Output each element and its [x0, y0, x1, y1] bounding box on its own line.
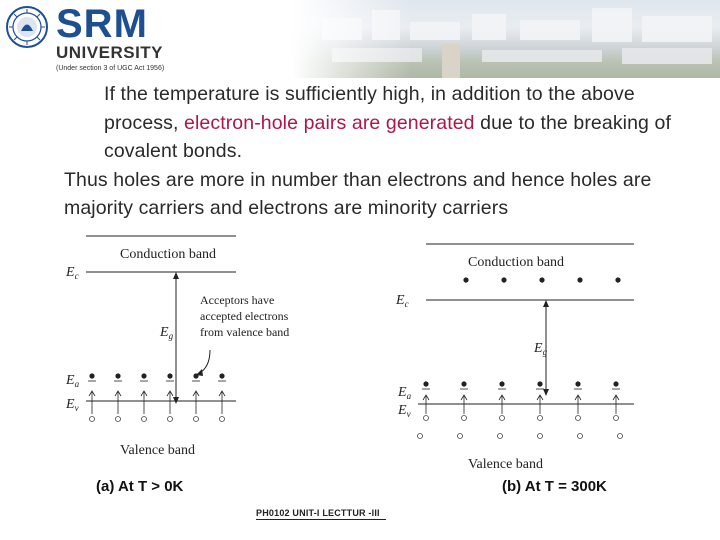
diagram-a-annotation-1: Acceptors have	[200, 293, 275, 307]
logo-srm-text: SRM	[56, 2, 148, 46]
diagram-a-ec-label: $E_c$	[66, 265, 79, 281]
diagram-b-acceptor-dots	[423, 381, 618, 386]
diagram-b-electron-dots	[463, 277, 620, 282]
diagram-a-transition-arrows	[89, 391, 225, 414]
logo-university-text: UNIVERSITY	[56, 43, 164, 62]
diagram-a-valence-band-label: Valence band	[120, 443, 196, 458]
diagram-a-conduction-band-label: Conduction band	[120, 247, 217, 262]
footer-label: PH0102 UNIT-I LECTTUR -III	[256, 508, 380, 518]
diagram-b-valence-band-label: Valence band	[468, 457, 544, 472]
header-banner	[0, 0, 720, 80]
highlight-electron-hole-pairs: electron-hole pairs	[184, 111, 347, 134]
paragraph-1-text: If the temperature is sufficiently high, in addition to the above process,	[104, 83, 635, 134]
diagram-a-ea-label: $E_a$	[66, 373, 80, 389]
diagram-b-ev-label: $E_v$	[398, 403, 411, 419]
paragraph-1-end: due to the breaking of covalent bonds.	[104, 111, 671, 162]
diagram-a-annotation-2: accepted electrons	[200, 309, 289, 323]
srm-seal-icon	[6, 6, 48, 48]
campus-photo	[292, 0, 720, 78]
diagram-a-acceptor-dots	[89, 373, 224, 378]
diagram-a-caption: (a) At T > 0K	[96, 478, 184, 495]
diagram-b-caption: (b) At T = 300K	[502, 478, 607, 495]
paragraph-1	[32, 80, 712, 166]
diagram-a-annotation-arrow	[198, 350, 210, 374]
diagram-a-holes	[90, 417, 225, 422]
diagram-a-annotation-3: from valence band	[200, 325, 290, 339]
logo-tagline: (Under section 3 of UGC Act 1956)	[56, 65, 165, 72]
highlight-are-generated: are generated	[351, 111, 475, 134]
diagram-b-conduction-band-label: Conduction band	[468, 255, 565, 270]
diagram-a-eg-label: $E_g$	[160, 325, 174, 341]
diagram-a-ev-label: $E_v$	[66, 397, 79, 413]
diagram-b-energy-band	[388, 236, 648, 476]
slide-body	[32, 80, 712, 223]
diagram-b-holes	[418, 416, 623, 439]
diagram-a-energy-band	[60, 226, 320, 466]
diagram-b-ea-label: $E_a$	[398, 385, 412, 401]
paragraph-2: Thus holes are more in number than electrons and hence holes are majority carriers and electrons are minority carriers	[64, 168, 652, 219]
diagram-b-ec-label: $E_c$	[396, 293, 409, 309]
diagram-b-eg-label: $E_g$	[534, 341, 548, 357]
footer-underline	[256, 519, 386, 520]
